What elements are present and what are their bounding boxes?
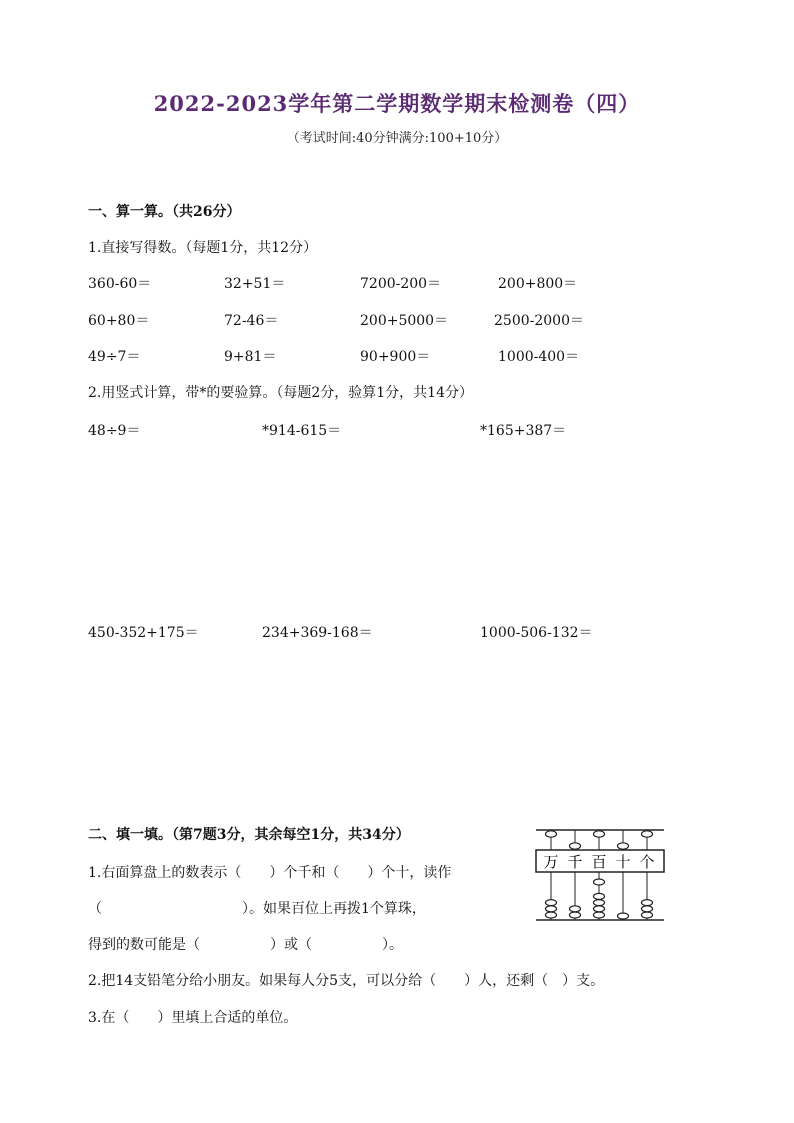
abacus-figure (534, 826, 666, 922)
fill-question-1: 1.右面算盘上的数表示（ ）个千和（ ）个十，读作 (88, 865, 452, 881)
vertical-calc-item: 48÷9＝ (88, 423, 141, 439)
abacus-lower-bead (594, 900, 605, 906)
abacus-lower-bead (546, 900, 557, 906)
abacus-lower-bead (594, 906, 605, 912)
calc-item: 90+900＝ (360, 349, 431, 365)
vertical-calc-item: 1000-506-132＝ (480, 625, 593, 641)
vertical-calc-item: 234+369-168＝ (262, 625, 373, 641)
abacus-upper-bead (546, 831, 557, 837)
abacus-lower-bead (642, 900, 653, 906)
fill-question-1-line2: （ ）。如果百位上再拨1个算珠， (88, 901, 426, 917)
calc-item: 32+51＝ (224, 276, 286, 292)
page-title: 2022-2023学年第二学期数学期末检测卷（四） (153, 91, 641, 116)
calc-item: 200+800＝ (498, 276, 578, 292)
abacus-upper-bead (642, 831, 653, 837)
calc-item: 360-60＝ (88, 276, 152, 292)
abacus-lower-bead (594, 879, 605, 885)
exam-info: （考试时间:40分钟满分:100+10分） (286, 131, 508, 146)
abacus-lower-bead (570, 912, 581, 918)
abacus-label-ge: 个 (639, 853, 655, 871)
fill-question-1-line3: 得到的数可能是（ ）或（ ）。 (88, 937, 403, 953)
abacus-rods (546, 830, 653, 920)
calc-item: 1000-400＝ (498, 349, 580, 365)
vertical-calc-item: *914-615＝ (262, 423, 342, 439)
calc-item: 49÷7＝ (88, 349, 141, 365)
calc-item: 9+81＝ (224, 349, 277, 365)
abacus-lower-bead (546, 912, 557, 918)
abacus-lower-bead (594, 893, 605, 899)
calc-item: 72-46＝ (224, 313, 279, 329)
abacus-lower-bead (570, 906, 581, 912)
fill-question-2: 2.把14支铅笔分给小朋友。如果每人分5支，可以分给（ ）人，还剩（ ）支。 (88, 973, 605, 989)
calc-item: 200+5000＝ (360, 313, 449, 329)
calc-item: 60+80＝ (88, 313, 150, 329)
abacus-lower-bead (546, 906, 557, 912)
abacus-label-qian: 千 (567, 853, 583, 871)
section-1-heading: 一、算一算。（共26分） (88, 204, 241, 220)
abacus-upper-bead (594, 831, 605, 837)
abacus-label-wan: 万 (543, 853, 559, 871)
abacus-upper-bead (618, 843, 629, 849)
calc-item: 2500-2000＝ (494, 313, 584, 329)
abacus-label-shi: 十 (615, 853, 631, 871)
abacus-lower-bead (594, 912, 605, 918)
section-2-heading: 二、填一填。（第7题3分，其余每空1分，共34分） (88, 827, 410, 843)
abacus-upper-bead (570, 843, 581, 849)
fill-question-3: 3.在（ ）里填上合适的单位。 (88, 1010, 298, 1026)
abacus-lower-bead (642, 912, 653, 918)
abacus-label-bai: 百 (591, 853, 607, 871)
abacus-lower-bead (618, 913, 629, 919)
q2-label: 2.用竖式计算，带*的要验算。（每题2分，验算1分，共14分） (88, 385, 473, 401)
vertical-calc-item: 450-352+175＝ (88, 625, 199, 641)
vertical-calc-item: *165+387＝ (480, 423, 567, 439)
abacus-lower-bead (642, 906, 653, 912)
calc-item: 7200-200＝ (360, 276, 442, 292)
q1-label: 1.直接写得数。（每题1分，共12分） (88, 240, 318, 256)
